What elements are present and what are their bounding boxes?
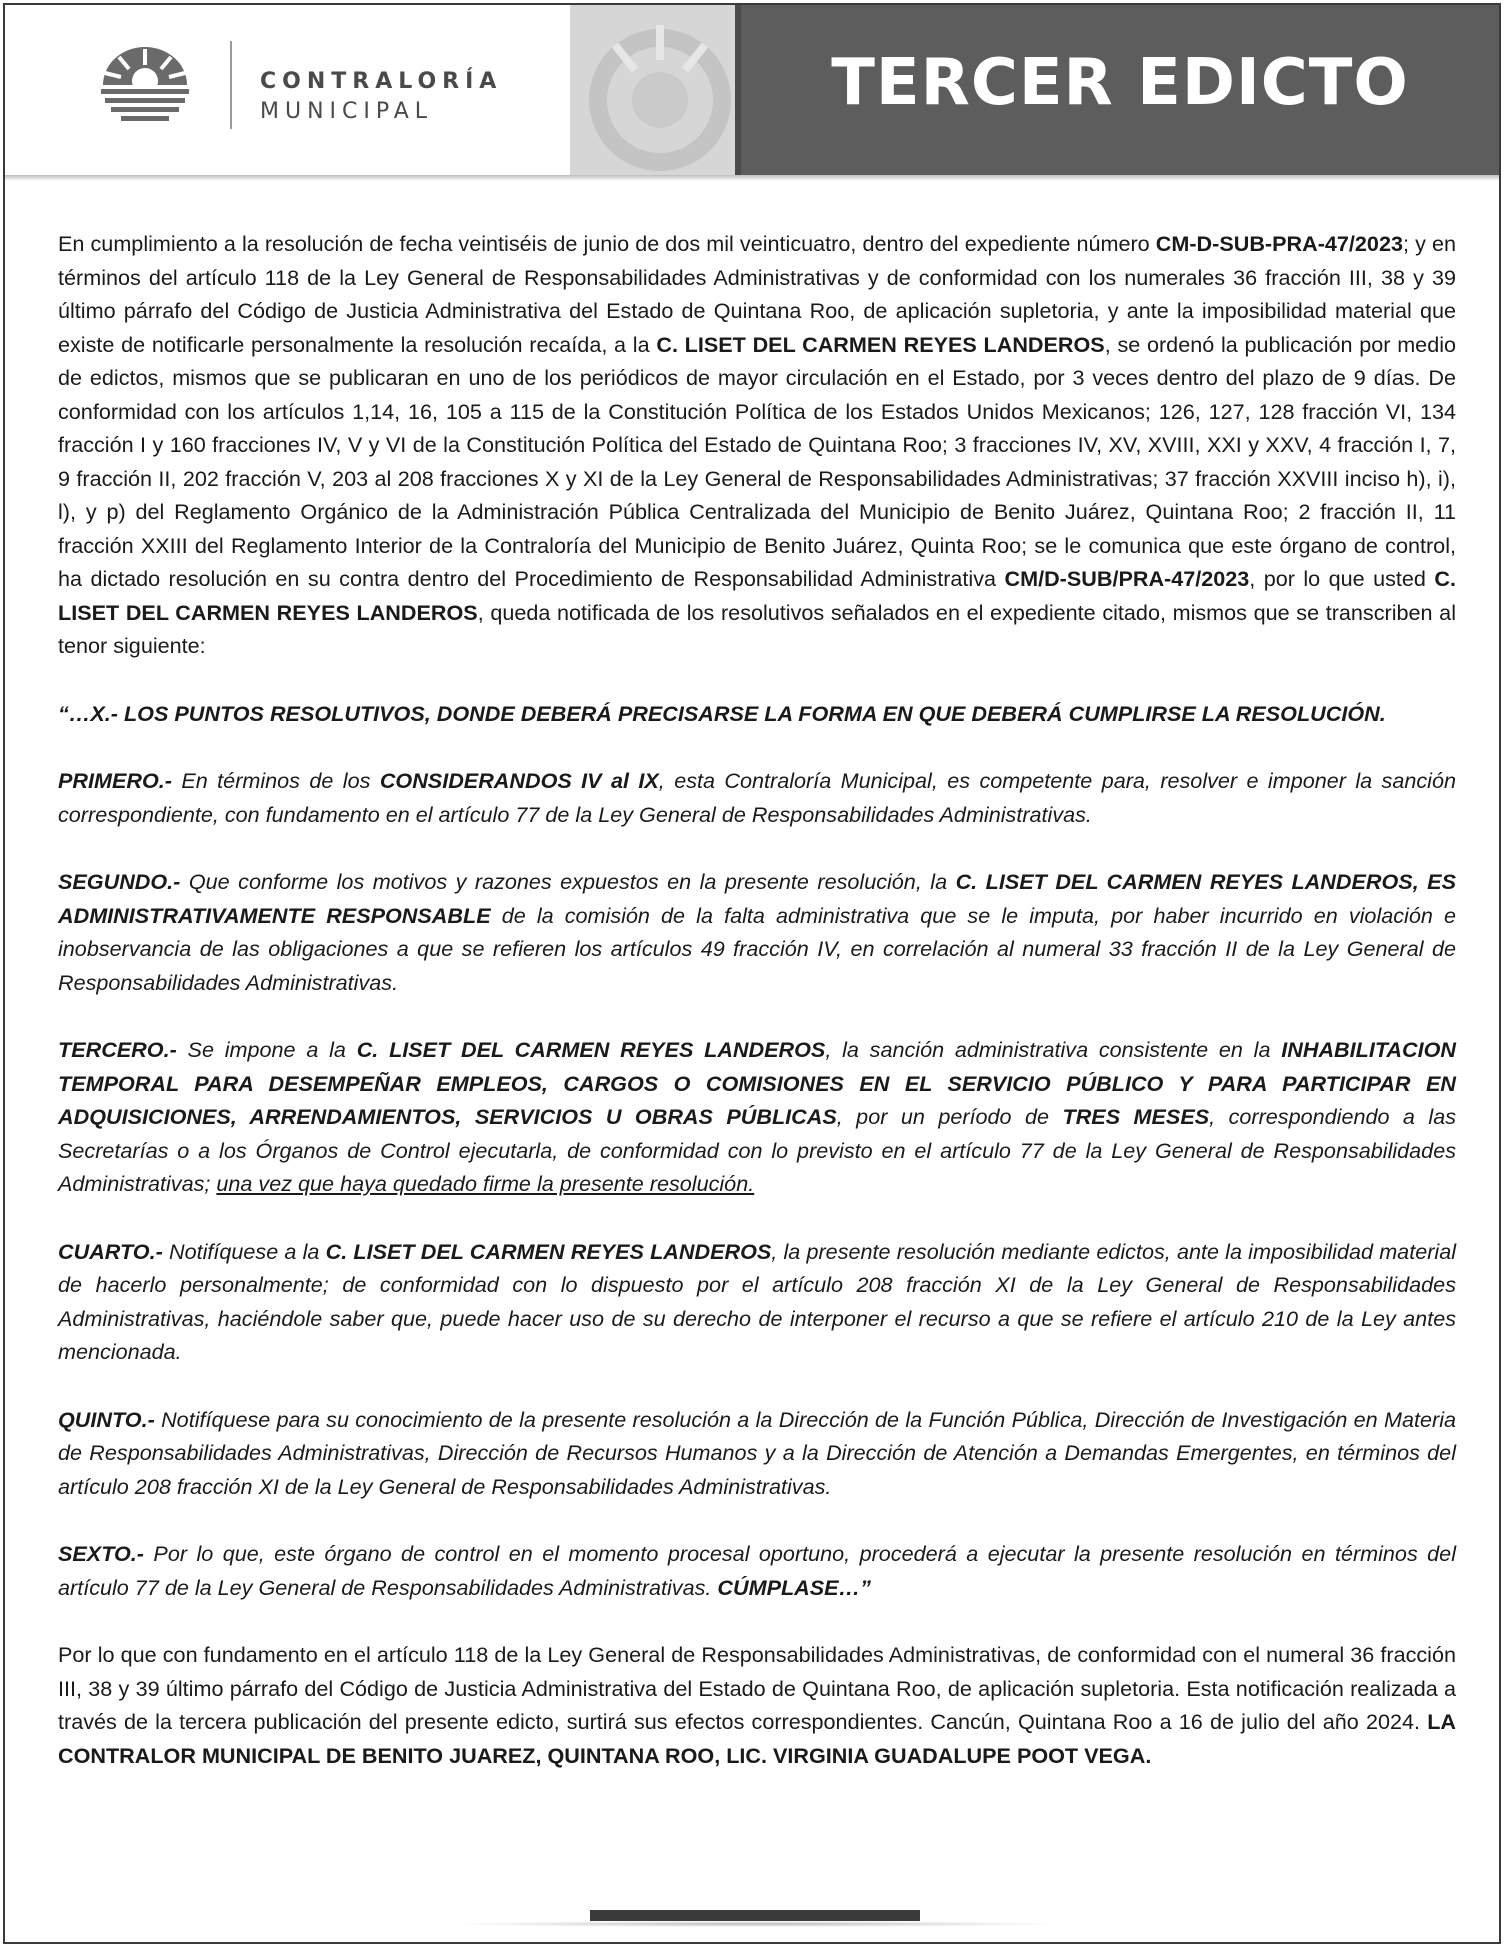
person-name: C. LISET DEL CARMEN REYES LANDEROS [656, 331, 1105, 357]
signatory: LA CONTRALOR MUNICIPAL DE BENITO JUAREZ, QUINTANA ROO, LIC. VIRGINIA GUADALUPE POOT VEGA. [58, 1709, 1456, 1768]
section-label: SEXTO.- [58, 1541, 144, 1566]
text-run: , por un período de [836, 1104, 1063, 1129]
contraloria-logo-icon [95, 45, 195, 125]
page-title: TERCER EDICTO [831, 46, 1409, 120]
procedure-number: CM/D-SUB/PRA-47/2023 [1004, 566, 1250, 591]
cuarto-paragraph [58, 1235, 1456, 1369]
text-run: En cumplimiento a la resolución de fecha veintiséis de junio de dos mil veinticuatro, dentro del expediente número [58, 231, 1156, 256]
header-divider [5, 175, 1499, 181]
text-run: Por lo que, este órgano de control en el momento procesal oportuno, procederá a ejecutar la presente resolución en términos del artículo 77 de la Ley General de Responsabilidades Administrativas. [58, 1541, 1456, 1600]
text-run: Por lo que con fundamento en el artículo 118 de la Ley General de Responsabilidades Administrativas, de conformidad con el numeral 36 fracción III, 38 y 39 último párrafo del Código de Justicia Administrativa del Estado de Quintana Roo, de aplicación supletoria. Esta notificación realizada a través de la tercera publicación del presente edicto, surtirá sus efectos correspondientes. Cancún, Quintana Roo a 16 de julio del año 2024. [58, 1642, 1456, 1734]
sexto-paragraph [58, 1537, 1456, 1604]
segundo-paragraph [58, 865, 1456, 999]
section-label: TERCERO.- [58, 1037, 177, 1062]
text-run: , la sanción administrativa consistente en la [825, 1037, 1282, 1062]
file-number: CM-D-SUB-PRA-47/2023 [1155, 231, 1403, 256]
section-label: SEGUNDO.- [58, 869, 181, 894]
text-run: , se ordenó la publicación por medio de edictos, mismos que se publicaran en uno de los periódicos de mayor circulación en el Estado, por 3 veces dentro del plazo de 9 días. De conformidad con los artículos 1,14, 16, 105 a 115 de la Constitución Política de los Estados Unidos Mexicanos; 126, 127, 128 fracción VI, 134 fracción I y 160 fracciones IV, V y VI de la Constitución Política del Estado de Quintana Roo; 3 fracciones IV, XV, XVIII, XXI y XXV, 4 fracción I, 7, 9 fracción II, 202 fracción V, 203 al 208 fracciones X y XI de la Ley General de Responsabilidades Administrativas; 37 fracción XXVIII inciso h), i), l), y p) del Reglamento Orgánico de la Administración Pública Centralizada del Municipio de Benito Juárez, Quintana Roo; 2 fracción II, 11 fracción XXIII del Reglamento Interior de la Contraloría del Municipio de Benito Juárez, Quinta Roo; se le comunica que este órgano de control, ha dictado resolución en su contra dentro del Procedimiento de Responsabilidad Administrativa [58, 331, 1457, 591]
header-title-panel [735, 5, 1499, 175]
section-label: PRIMERO.- [58, 768, 172, 793]
sanction-text: INHABILITACION TEMPORAL PARA DESEMPEÑAR EMPLEOS, CARGOS O COMISIONES EN EL SERVICIO PÚBLICO Y PARA PARTICIPAR EN ADQUISICIONES, ARRENDAMIENTOS, SERVICIOS U OBRAS PÚBLICAS [58, 1037, 1456, 1129]
logo-divider [230, 41, 232, 129]
section-label: CUARTO.- [58, 1238, 163, 1264]
emphasis-text: CONSIDERANDOS IV al IX [379, 768, 659, 793]
edict-page [3, 3, 1501, 1944]
emphasis-text: C. LISET DEL CARMEN REYES LANDEROS, ES ADMINISTRATIVAMENTE RESPONSABLE [58, 869, 1456, 928]
sanction-duration: TRES MESES [1062, 1104, 1210, 1129]
text-run: , la presente resolución mediante edictos, ante la imposibilidad material de hacerlo personalmente; de conformidad con lo dispuesto por el artículo 208 fracción XI de la Ley General de Responsabilidades Administrativas, haciéndole saber que, puede hacer uso de su derecho de interponer el recurso a que se refiere el artículo 210 de la Ley antes mencionada. [58, 1238, 1456, 1364]
logo-text-contraloria: CONTRALORÍA [260, 69, 503, 94]
closing-paragraph [58, 1638, 1456, 1772]
tercero-paragraph [58, 1033, 1456, 1201]
header-logo-area [5, 5, 570, 175]
footer-bar [590, 1910, 920, 1921]
section-label: QUINTO.- [58, 1406, 155, 1432]
footer-shadow [445, 1921, 1065, 1927]
text-run: Que conforme los motivos y razones expuestos en la presente resolución, la [180, 869, 956, 894]
text-run: Se impone a la [176, 1037, 357, 1062]
person-name: C. LISET DEL CARMEN REYES LANDEROS [325, 1238, 772, 1264]
text-run: Notifíquese a la [162, 1238, 326, 1264]
page-header [5, 5, 1499, 175]
intro-paragraph [58, 227, 1456, 663]
text-run: , esta Contraloría Municipal, es competente para, resolver e imponer la sanción correspondiente, con fundamento en el artículo 77 de la Ley General de Responsabilidades Administrativas. [58, 768, 1456, 827]
text-run: , queda notificada de los resolutivos señalados en el expediente citado, mismos que se transcriben al tenor siguiente: [58, 599, 1456, 658]
person-name: C. LISET DEL CARMEN REYES LANDEROS [58, 566, 1456, 625]
text-run: , correspondiendo a las Secretarías o a los Órganos de Control ejecutarla, de conformidad con lo previsto en el artículo 77 de la Ley General de Responsabilidades Administrativas; [58, 1104, 1456, 1196]
emphasis-text: CÚMPLASE…” [717, 1574, 871, 1600]
quinto-paragraph [58, 1403, 1456, 1504]
text-run: Notifíquese para su conocimiento de la presente resolución a la Dirección de la Función Pública, Dirección de Investigación en Materia de Responsabilidades Administrativas, Dirección de Recursos Humanos y a la Dirección de Atención a Demandas Emergentes, en términos del artículo 208 fracción XI de la Ley General de Responsabilidades Administrativas. [58, 1406, 1456, 1499]
text-run: En términos de los [171, 768, 380, 793]
logo-text-municipal: MUNICIPAL [260, 99, 434, 124]
text-run: de la comisión de la falta administrativa que se le imputa, por haber incurrido en violación e inobservancia de las obligaciones a que se refieren los artículos 49 fracción IV, en correlación al numeral 33 fracción II de la Ley General de Responsabilidades Administrativas. [58, 902, 1456, 995]
resolutive-points-heading [58, 697, 1456, 731]
header-watermark-panel [570, 5, 735, 175]
text-run: , por lo que usted [1249, 566, 1435, 591]
text-run: ; y en términos del artículo 118 de la Ley General de Responsabilidades Administrativas y de conformidad con los numerales 36 fracción III, 38 y 39 último párrafo del Código de Justicia Administrativa del Estado de Quintana Roo, de aplicación supletoria, y ante la imposibilidad material que existe de notificarle personalmente la resolución recaída, a la [58, 231, 1456, 357]
resolutive-heading-text: “…X.- LOS PUNTOS RESOLUTIVOS, DONDE DEBERÁ PRECISARSE LA FORMA EN QUE DEBERÁ CUMPLIRSE LA RESOLUCIÓN. [58, 700, 1386, 726]
underlined-text: una vez que haya quedado firme la presente resolución. [216, 1171, 755, 1196]
watermark-logo-icon [570, 5, 735, 175]
edict-body [58, 227, 1456, 1806]
person-name: C. LISET DEL CARMEN REYES LANDEROS [356, 1037, 826, 1062]
primero-paragraph [58, 764, 1456, 831]
